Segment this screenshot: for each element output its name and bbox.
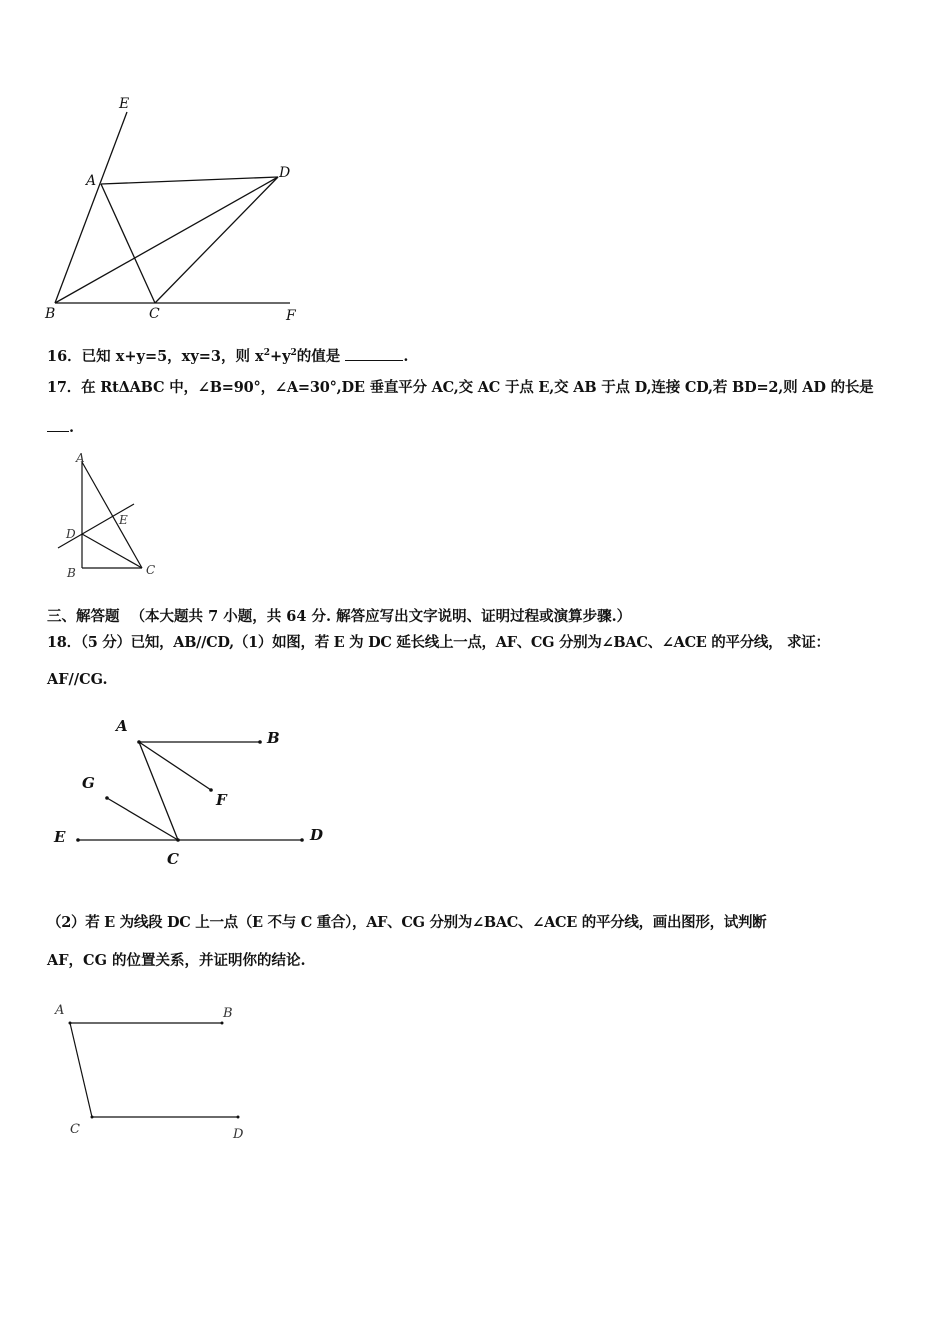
section-note: （本大题共 7 小题，共 64 分. 解答应写出文字说明、证明过程或演算步骤.） [130, 608, 632, 625]
label-A: A [116, 717, 128, 735]
label-D: D [310, 826, 324, 844]
label-F: F [216, 791, 227, 809]
label-E: E [119, 96, 130, 112]
q18-text-2: AF//CG. [47, 671, 108, 688]
label-E: E [119, 513, 128, 527]
label-A: A [86, 173, 97, 189]
label-G: G [82, 774, 95, 792]
section-title: 三、解答题 [47, 608, 120, 625]
label-C: C [146, 563, 156, 577]
label-C: C [167, 850, 179, 868]
q16-sup1: 2 [263, 348, 270, 358]
label-E: E [54, 828, 66, 846]
label-A: A [76, 451, 85, 465]
label-B: B [67, 566, 76, 580]
label-B: B [45, 306, 56, 322]
q18-text: 18．（5 分）已知，AB//CD,（1）如图，若 E 为 DC 延长线上一点，AF、CG 分别为∠BAC、∠ACE 的平分线， 求证： [47, 634, 830, 651]
q16-prefix: 16．已知 x+y=5，xy=3，则 x [47, 347, 264, 365]
label-C: C [70, 1122, 80, 1137]
q16-end: . [403, 347, 409, 365]
label-D: D [233, 1127, 244, 1142]
q17-text: 17．在 RtΔABC 中，∠B=90°，∠A=30°,DE 垂直平分 AC,交 AC 于点 E,交 AB 于点 D,连接 CD,若 BD=2,则 AD 的长是 [47, 379, 874, 396]
q16-sup2: 2 [290, 348, 297, 358]
q18-part2-text: （2）若 E 为线段 DC 上一点（E 不与 C 重合），AF、CG 分别为∠BAC、∠ACE 的平分线，画出图形，试判断 [47, 914, 767, 931]
label-D: D [66, 527, 76, 541]
label-C: C [149, 306, 160, 322]
q17-end: . [69, 419, 75, 436]
q18-part2-text-2: AF，CG 的位置关系，并证明你的结论. [47, 952, 306, 969]
q16-mid: +y [269, 347, 291, 365]
label-D: D [279, 165, 291, 181]
label-B: B [267, 729, 280, 747]
label-F: F [286, 308, 296, 324]
label-A: A [55, 1003, 65, 1018]
label-B: B [223, 1006, 233, 1021]
q16-suffix: 的值是 [296, 347, 341, 365]
